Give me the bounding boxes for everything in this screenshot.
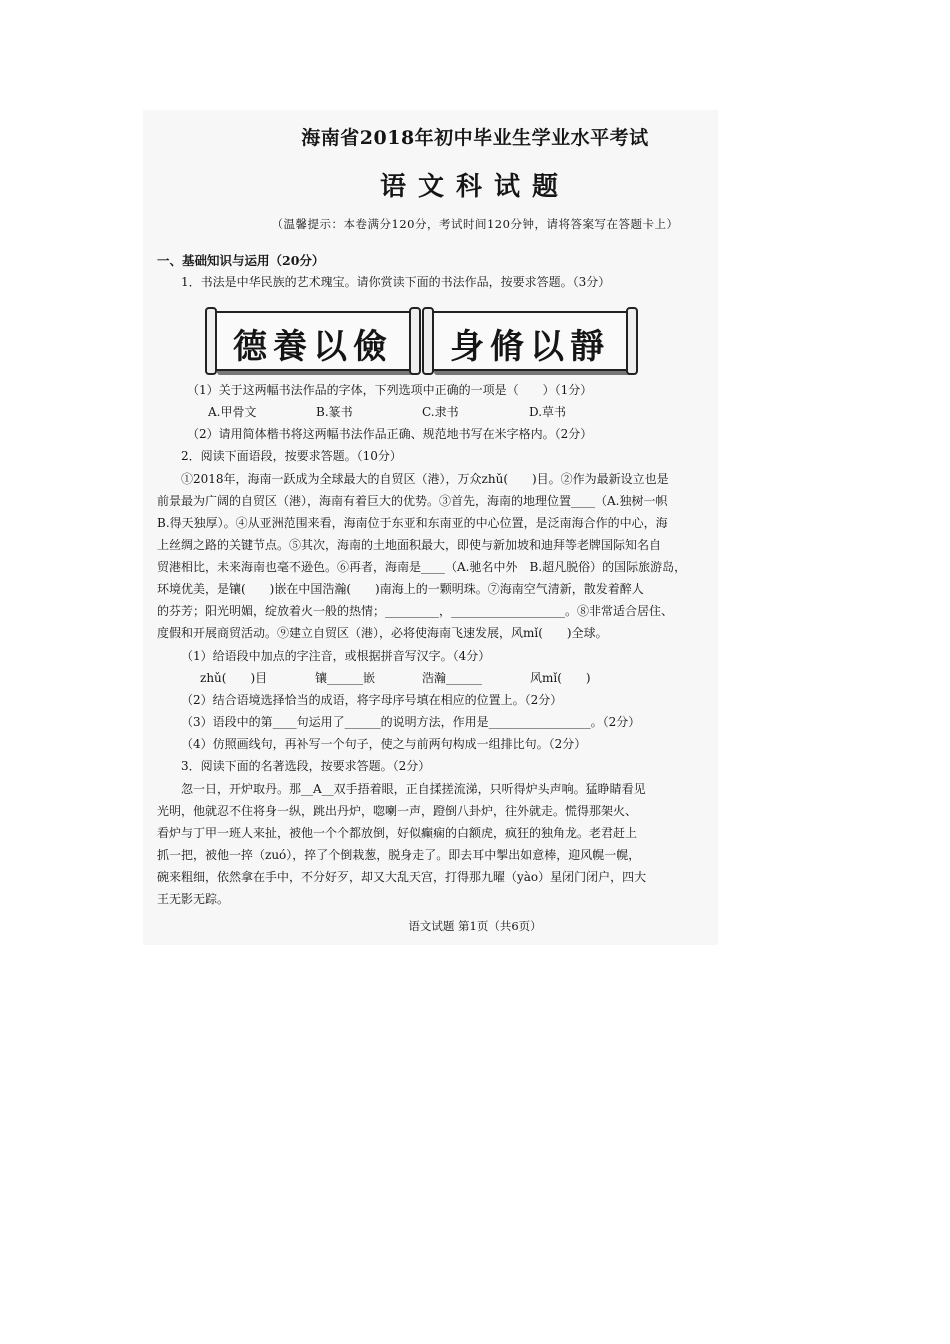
section-title: 一、基础知识与运用（20分）: [157, 253, 325, 268]
passage-line: 度假和开展商贸活动。⑨建立自贸区（港），必将使海南飞速发展，风mǐ( )全球。: [157, 626, 608, 640]
option-c: C.隶书: [422, 405, 459, 419]
pinyin-item: 浩瀚______: [422, 671, 483, 685]
scroll-rod-left: [422, 307, 434, 375]
passage-line: 看炉与丁甲一班人来扯，被他一个个都放倒，好似癫痫的白额虎，疯狂的独角龙。老君赶上: [157, 826, 638, 840]
question-2-sub1: （1）给语段中加点的字注音，或根据拼音写汉字。（4分）: [181, 649, 491, 663]
question-3-prompt: 3．阅读下面的名著选段，按要求答题。（2分）: [181, 759, 431, 773]
exam-title: 海南省2018年初中毕业生学业水平考试: [301, 127, 649, 149]
passage-line: 前景最为广阔的自贸区（港），海南有着巨大的优势。③首先，海南的地理位置____（A.独树一帜: [157, 494, 668, 508]
passage-line: 贸港相比，未来海南也毫不逊色。⑥再者，海南是____（A.驰名中外 B.超凡脱俗）的国际旅游岛，: [157, 560, 687, 574]
option-b: B.篆书: [316, 405, 353, 419]
passage-line: 环境优美，是镶( )嵌在中国浩瀚( )南海上的一颗明珠。⑦海南空气清新，散发着醉人: [157, 582, 644, 596]
pinyin-item: zhǔ( )目: [200, 671, 268, 685]
passage-line: 抓一把，被他一捽（zuó），捽了个倒栽葱，脱身走了。即去耳中掣出如意棒，迎风幌一幌，: [157, 848, 641, 862]
calligraphy-scroll-right: [430, 311, 630, 371]
pinyin-item: 镶______嵌: [315, 671, 376, 685]
passage-line: ①2018年，海南一跃成为全球最大的自贸区（港），万众zhǔ( )目。②作为最新设立也是: [181, 472, 669, 486]
scroll-rod-right: [409, 307, 421, 375]
question-1-sub2: （2）请用简体楷书将这两幅书法作品正确、规范地书写在米字格内。（2分）: [187, 427, 593, 441]
calligraphy-text-right: 身脩以靜: [450, 327, 610, 367]
option-a: A.甲骨文: [208, 405, 257, 419]
exam-tip: （温馨提示：本卷满分120分，考试时间120分钟，请将答案写在答题卡上）: [271, 217, 679, 231]
calligraphy-text-left: 德養以儉: [233, 327, 393, 367]
passage-line: 碗来粗细，依然拿在手中，不分好歹，却又大乱天宫，打得那九曜（yào）星闭门闭户，四大: [157, 870, 647, 884]
passage-line: 忽一日，开炉取丹。那__A__双手捂着眼，正自揉搓流涕，只听得炉头声响。猛睁睛看见: [181, 782, 646, 796]
calligraphy-scroll-left: [213, 311, 413, 371]
passage-line: 王无影无踪。: [157, 892, 230, 906]
page-footer: 语文试题 第1页（共6页）: [408, 919, 542, 933]
question-2-sub2: （2）结合语境选择恰当的成语，将字母序号填在相应的位置上。（2分）: [181, 693, 563, 707]
passage-line: 光明，他就忍不住将身一纵，跳出丹炉，唿喇一声，蹬倒八卦炉，往外就走。慌得那架火、: [157, 804, 638, 818]
scroll-rod-left: [205, 307, 217, 375]
question-1-sub1: （1）关于这两幅书法作品的字体，下列选项中正确的一项是（ ）（1分）: [187, 383, 593, 397]
question-2-sub4: （4）仿照画线句，再补写一个句子，使之与前两句构成一组排比句。（2分）: [181, 737, 587, 751]
question-1-prompt: 1．书法是中华民族的艺术瑰宝。请你赏读下面的书法作品，按要求答题。（3分）: [181, 275, 611, 289]
passage-line: B.得天独厚）。④从亚洲范围来看，海南位于东亚和东南亚的中心位置，是泛南海合作的中心，海: [157, 516, 668, 530]
scroll-rod-right: [626, 307, 638, 375]
subject-title: 语文科试题: [379, 172, 570, 202]
option-d: D.草书: [529, 405, 567, 419]
question-2-sub3: （3）语段中的第____句运用了______的说明方法，作用是_________________。（2分）: [181, 715, 641, 729]
passage-line: 上丝绸之路的关键节点。⑤其次，海南的土地面积最大，即使与新加坡和迪拜等老牌国际知名自: [157, 538, 662, 552]
question-2-prompt: 2．阅读下面语段，按要求答题。（10分）: [181, 449, 402, 463]
passage-line: 的芬芳；阳光明媚，绽放着火一般的热情；_________，___________________。⑧非常适合居住、: [157, 604, 674, 618]
pinyin-item: 风mǐ( ): [530, 671, 591, 685]
